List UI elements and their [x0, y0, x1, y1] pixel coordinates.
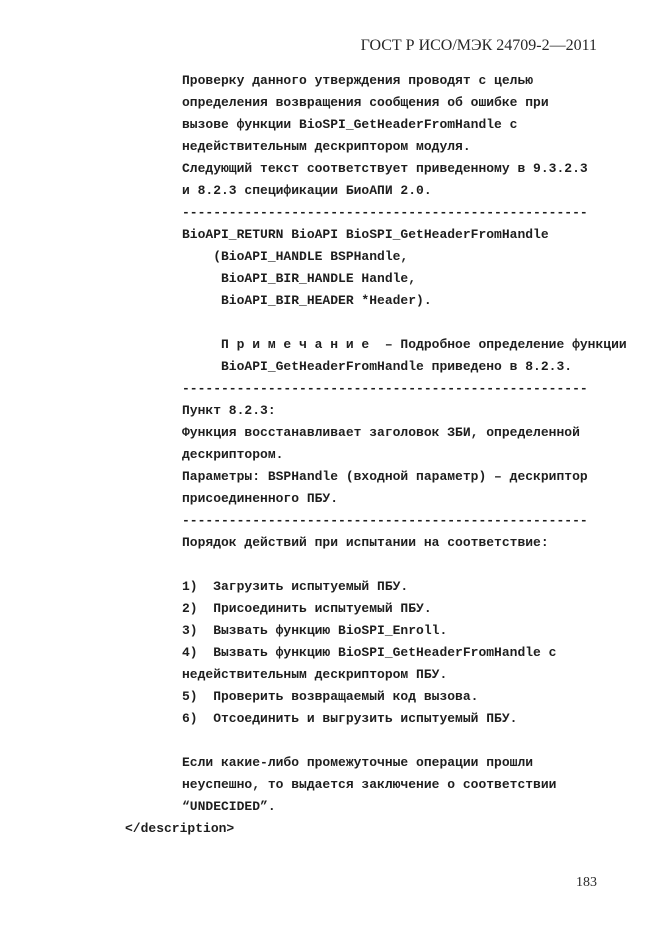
text-line: недействительным дескриптором модуля. [182, 139, 471, 154]
text-line: 3) Вызвать функцию BioSPI_Enroll. [182, 623, 448, 638]
text-line: ---------------------------------------------------- [182, 513, 588, 528]
text-line: Если какие-либо промежуточные операции прошли [182, 755, 534, 770]
text-line: 6) Отсоединить и выгрузить испытуемый ПБУ. [182, 711, 518, 726]
text-line: присоединенного ПБУ. [182, 491, 339, 506]
text-line: определения возвращения сообщения об ошибке при [182, 95, 549, 110]
text-line: дескриптором. [182, 447, 284, 462]
text-line: 5) Проверить возвращаемый код вызова. [182, 689, 479, 704]
text-line: недействительным дескриптором ПБУ. [182, 667, 448, 682]
text-line: BioAPI_BIR_HANDLE Handle, [182, 271, 417, 286]
text-line: Параметры: BSPHandle (входной параметр) – дескриптор [182, 469, 588, 484]
text-line: П р и м е ч а н и е – Подробное определение функции [182, 337, 627, 352]
text-line: ---------------------------------------------------- [182, 381, 588, 396]
page-number: 183 [576, 875, 597, 890]
text-line [125, 730, 645, 752]
text-line: 2) Присоединить испытуемый ПБУ. [182, 601, 432, 616]
text-line: BioAPI_GetHeaderFromHandle приведено в 8.2.3. [182, 359, 573, 374]
text-line: и 8.2.3 спецификации БиоАПИ 2.0. [182, 183, 432, 198]
text-line: 4) Вызвать функцию BioSPI_GetHeaderFromHandle с [182, 645, 557, 660]
text-line: 1) Загрузить испытуемый ПБУ. [182, 579, 409, 594]
document-header: ГОСТ Р ИСО/МЭК 24709-2—2011 [360, 37, 597, 54]
text-line [125, 554, 645, 576]
text-line: “UNDECIDED”. [182, 799, 276, 814]
document-body [125, 70, 645, 840]
text-line: Пункт 8.2.3: [182, 403, 276, 418]
text-line: BioAPI_RETURN BioAPI BioSPI_GetHeaderFromHandle [182, 227, 549, 242]
closing-tag-line: </description> [125, 821, 235, 836]
text-line: ---------------------------------------------------- [182, 205, 588, 220]
text-line: неуспешно, то выдается заключение о соответствии [182, 777, 557, 792]
text-line: Проверку данного утверждения проводят с целью [182, 73, 534, 88]
text-line [125, 312, 645, 334]
text-line: Функция восстанавливает заголовок ЗБИ, определенной [182, 425, 580, 440]
text-line: Следующий текст соответствует приведенному в 9.3.2.3 [182, 161, 588, 176]
text-line: (BioAPI_HANDLE BSPHandle, [182, 249, 409, 264]
text-line: Порядок действий при испытании на соответствие: [182, 535, 549, 550]
text-line: BioAPI_BIR_HEADER *Header). [182, 293, 432, 308]
text-line: вызове функции BioSPI_GetHeaderFromHandle с [182, 117, 518, 132]
text-lines [125, 70, 645, 818]
